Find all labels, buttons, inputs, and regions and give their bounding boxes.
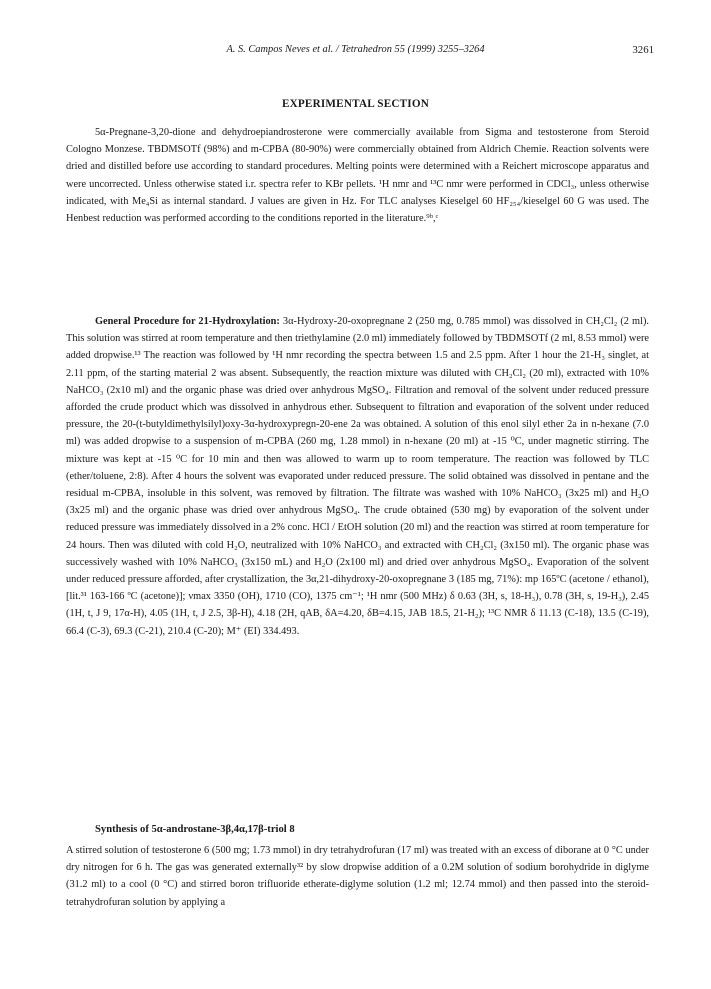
intro-paragraph xyxy=(66,124,649,227)
procedure-paragraph-text: 3α-Hydroxy-20-oxopregnane 2 (250 mg, 0.785 mmol) was dissolved in CH₂Cl₂ (2 ml). This solution was stirred at room temperature and then triethylamine (2.0 ml) immediately followed by TBDMSOTf (2 ml, 8.53 mmol) were added dropwise.¹³ The reaction was followed by ¹H nmr recording the spectra between 1.5 and 2.5 ppm. After 1 hour the 21-H₃ singlet, at 2.11 ppm, of the starting material 2 was absent. Subsequently, the reaction mixture was diluted with CH₂Cl₂ (20 ml), extracted with 10% NaHCO₃ (2x10 ml) and the organic phase was dried over anhydrous MgSO₄. Filtration and removal of the solvent under reduced pressure afforded the crude product which was dissolved in anhydrous ether. Subsequent to filtration and evaporation of the solvent under reduced pressure, the 20-(t-butyldimethylsilyl)oxy-3α-hydroxypregn-20-ene 2a was obtained. A solution of this enol silyl ether 2a in n-hexane (7.0 ml) was added dropwise to a suspension of m-CPBA (260 mg, 1.28 mmol) in n-hexane (20 ml) at -15 ⁰C, under magnetic stirring. The mixture was kept at -15 ⁰C for 10 min and then was allowed to warm up to room temperature. The reaction was followed by TLC (ether/toluene, 2:8). After 4 hours the solvent was evaporated under reduced pressure. The solid obtained was dissolved in pentane and the residual m-CPBA, insoluble in this solvent, was removed by filtration. The filtrate was washed with 10% NaHCO₃ (3x25 ml) and H₂O (3x25 ml) and the organic phase was dried over anhydrous MgSO₄. The crude obtained (530 mg) by evaporation of the solvent under reduced pressure was immediately dissolved in a 2% conc. HCl / EtOH solution (20 ml) and the reaction was stirred at room temperature for 24 hours. Then was diluted with cold H₂O, neutralized with 10% NaHCO₃ and extracted with CH₂Cl₂ (3x150 ml). The organic phase was successively washed with 10% NaHCO₃ (3x150 mL) and H₂O (2x100 ml) and dried over anhydrous MgSO₄. Evaporation of the solvent under reduced pressure afforded, after crystallization, the 3α,21-dihydroxy-20-oxopregnane 3 (185 mg, 71%): mp 165ºC (acetone / ethanol), [lit.³¹ 163-166 ºC (acetone)]; νmax 3350 (OH), 1710 (CO), 1375 cm⁻¹; ¹H nmr (500 MHz) δ 0.63 (3H, s, 18-H₃), 0.78 (3H, s, 19-H₃), 2.45 (1H, t, J 9, 17α-H), 4.05 (1H, t, J 2.5, 3β-H), 4.18 (2H, qAB, δA=4.20, δB=4.15, JAB 18.5, 21-H₂); ¹³C NMR δ 11.13 (C-18), 13.5 (C-19), 66.4 (C-3), 69.3 (C-21), 210.4 (C-20); M⁺ (EI) 334.493. xyxy=(66,316,649,637)
synthesis-paragraph xyxy=(66,842,649,911)
synthesis-paragraph-text: A stirred solution of testosterone 6 (500 mg; 1.73 mmol) in dry tetrahydrofuran (17 ml) was treated with an excess of diborane at 0 °C under dry nitrogen for 6 h. The gas was generated externally³² by slow dropwise addition of a 0.2M solution of sodium borohydride in diglyme (31.2 ml) to a cool (0 °C) and stirred boron trifluoride etherate-diglyme solution (1.2 ml; 12.74 mmol) and then passed into the steroid-tetrahydrofuran solution by applying a xyxy=(66,845,649,908)
page-header xyxy=(0,44,711,60)
synthesis-subheading: Synthesis of 5α-androstane-3β,4α,17β-triol 8 xyxy=(95,824,295,835)
intro-paragraph-text: 5α-Pregnane-3,20-dione and dehydroepiandrosterone were commercially available from Sigma and testosterone from Steroid Cologno Monzese. TBDMSOTf (98%) and m-CPBA (80-90%) were commercially obtained from Aldrich Chemie. Reaction solvents were dried and distilled before use according to standard procedures. Melting points were determined with a Reichert microscope apparatus and were uncorrected. Unless otherwise stated i.r. spectra refer to KBr pellets. ¹H nmr and ¹³C nmr were performed in CDCl₃, unless otherwise indicated, with Me₄Si as internal standard. J values are given in Hz. For TLC analyses Kieselgel 60 HF₂₅₄/kieselgel 60 G was used. The Henbest reduction was performed according to the conditions reported in the literature.⁹ᵇ,ᶜ xyxy=(66,127,649,225)
section-title: EXPERIMENTAL SECTION xyxy=(281,98,430,110)
running-head: A. S. Campos Neves et al. / Tetrahedron 55 (1999) 3255–3264 xyxy=(226,44,485,55)
procedure-paragraph xyxy=(66,313,649,640)
page-number: 3261 xyxy=(632,44,654,56)
procedure-heading: General Procedure for 21-Hydroxylation: xyxy=(95,316,280,327)
